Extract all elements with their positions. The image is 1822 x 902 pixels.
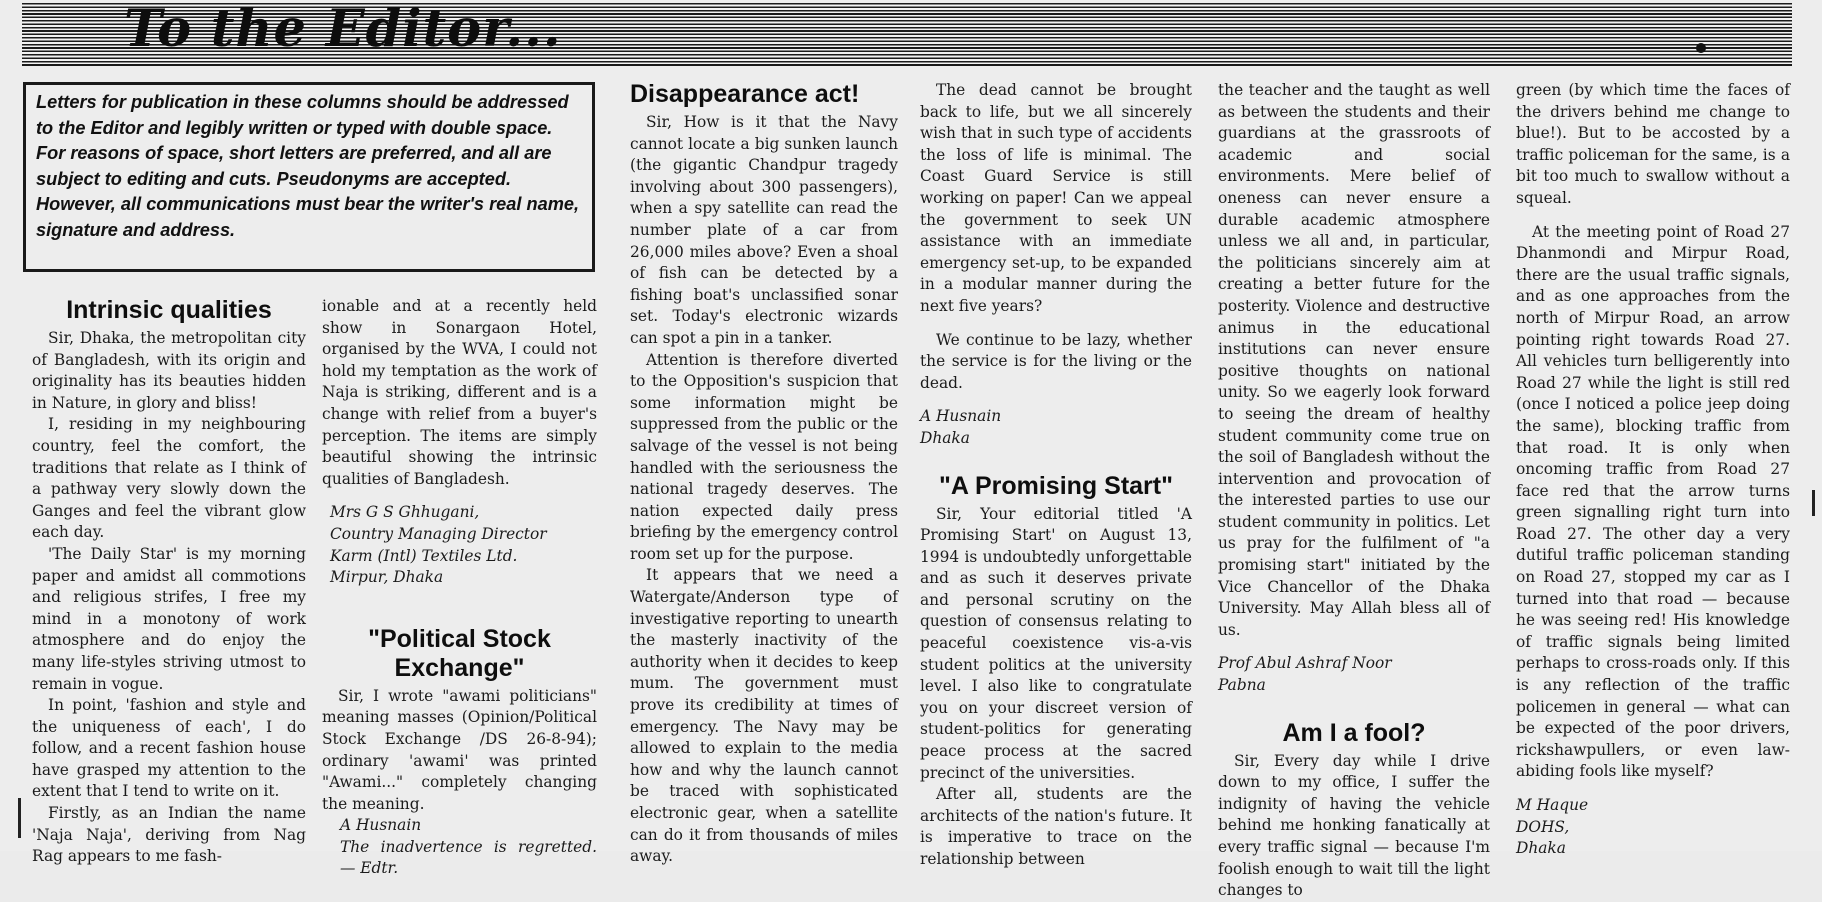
letter-title: Intrinsic qualities — [66, 296, 272, 324]
column-5 — [1218, 80, 1490, 900]
letter-paragraph: Sir, How is it that the Navy cannot locate a big sunken launch (the gigantic Chandpur tragedy involving about 300 passengers), when a spy satellite can read the number plate of a car from 26,000 miles above? Even a shoal of fish can be detected by a fishing boat's unclassified sonar set. Today's electronic wizards can spot a pin in a tanker. — [630, 113, 898, 347]
signature-line: Mirpur, Dhaka — [330, 568, 444, 587]
column-6 — [1516, 80, 1790, 858]
signature-line: Prof Abul Ashraf Noor — [1218, 654, 1392, 673]
signature-line: Country Managing Director — [330, 524, 547, 543]
letter-paragraph: 'The Daily Star' is my morning paper and amidst all commotions and religious strifes, I free my mind in a monotony of work atmosphere and do enjoy the many life-styles striving utmost to remain in vogue. — [32, 544, 306, 693]
letter-paragraph: Sir, Your editorial titled 'A Promising Start' on August 13, 1994 is undoubtedly unforgettable and as such it deserves private and personal scrutiny on the question of consensus relating to peaceful coexistence vis-a-vis student politics at the university level. I also like to congratulate you on your discreet version of student-politics for generating peace process at the sacred precinct of the universities. — [920, 504, 1192, 782]
signature-line: Dhaka — [920, 428, 970, 447]
column-4 — [920, 80, 1192, 868]
masthead-title: To the Editor... — [124, 0, 562, 59]
signature-line: M Haque — [1516, 796, 1589, 814]
letter-paragraph: ionable and at a recently held show in Sonargaon Hotel, organised by the WVA, I could not hold my temptation as the work of Naja is striking, different and is a change with relief from a buyer's perception. The items are simply beautiful showing the intrinsic qualities of Bangladesh. — [322, 297, 597, 488]
letter-paragraph: I, residing in my neighbouring country, feel the comfort, the traditions that relate as I think of a pathway very slowly down the Ganges and feel the vibrant glow each day. — [32, 415, 306, 542]
editor-reply: The inadvertence is regretted. — Edtr. — [340, 837, 597, 878]
signature-line: DOHS, — [1516, 817, 1570, 836]
letter-title: "A Promising Start" — [939, 471, 1173, 500]
letter-paragraph: the teacher and the taught as well as between the students and their guardians at the grassroots of academic and social environments. Mere belief of oneness can never ensure a durable academic atmosphere unless we all and, in particular, the politicians sincerely aim at creating a better future for the posterity. Violence and destructive animus in the educational institutions can never ensure positive thoughts on national unity. So we eagerly look forward to seeing the dream of healthy student community come true on the soil of Bangladesh without the intervention and provocation of the interested parties to use our student community in politics. Let us pray for the fulfilment of "a promising start" initiated by the Vice Chancellor of the Dhaka University. May Allah bless all of us. — [1218, 81, 1490, 639]
letter-paragraph: Sir, Every day while I drive down to my office, I suffer the indignity of having the vehicle behind me honking fanatically at every traffic signal — because I'm foolish enough to wait till the light changes to — [1218, 751, 1490, 900]
masthead-dot — [1696, 43, 1706, 53]
letter-paragraph: Firstly, as an Indian the name 'Naja Naja', deriving from Nag Rag appears to me fash- — [32, 804, 306, 866]
signature-line: Mrs G S Ghhugani, — [330, 503, 480, 522]
column-1 — [32, 296, 306, 866]
column-3 — [630, 80, 898, 866]
letter-paragraph: In point, 'fashion and style and the uniqueness of each', I do follow, and a recent fashion house have grasped my attention to the extent that I tend to write on it. — [32, 696, 306, 801]
letter-title: "Political Stock Exchange" — [368, 624, 551, 682]
signature-line: Karm (Intl) Textiles Ltd. — [330, 546, 518, 565]
letter-paragraph: After all, students are the architects of the nation's future. It is imperative to trace on the relationship between — [920, 785, 1192, 868]
signature-line: Dhaka — [1516, 839, 1566, 858]
margin-mark — [18, 798, 21, 838]
signature-line: A Husnain — [920, 407, 1002, 426]
letter-paragraph: Sir, Dhaka, the metropolitan city of Bangladesh, with its origin and originality has its beauties hidden in Nature, in glory and bliss! — [32, 329, 306, 412]
letter-paragraph: We continue to be lazy, whether the service is for the living or the dead. — [920, 330, 1192, 392]
letter-paragraph: At the meeting point of Road 27 Dhanmondi and Mirpur Road, there are the usual traffic signals, and as one approaches from the north of Mirpur Road, an arrow pointing right towards Road 27. All vehicles turn belligerently into Road 27 while the light is still red (once I noticed a police jeep doing the same), blocking traffic from that road. It is only when oncoming traffic from Road 27 face red that the arrow turns green signalling right turn into Road 27. The other day a very dutiful traffic policeman standing on Road 27, stopped my car as I turned into that road — because he was seeing red! His knowledge of traffic signals being limited perhaps to cross-roads only. If this is any reflection of the traffic policemen in general — what can be expected of the poor drivers, rickshawpullers, or even law-abiding fools like myself? — [1516, 222, 1790, 781]
margin-mark — [1812, 490, 1815, 516]
masthead-band — [22, 0, 1792, 66]
column-2 — [322, 296, 597, 878]
letter-paragraph: It appears that we need a Watergate/Anderson type of investigative reporting to unearth the masterly inactivity of the authority when it decides to keep mum. The government must prove its credibility at times of emergency. The Navy may be allowed to explain to the media how and why the launch cannot be traced with sophisticated electronic gear, when a satellite can do it from thousands of miles away. — [630, 566, 898, 866]
signature-line: Pabna — [1218, 676, 1266, 695]
letter-paragraph: green (by which time the faces of the drivers behind me change to blue!). But to be accosted by a traffic policeman for the same, is a bit too much to swallow without a squeal. — [1516, 81, 1790, 207]
letter-title: Disappearance act! — [630, 80, 860, 108]
letter-paragraph: Sir, I wrote "awami politicians" meaning masses (Opinion/Political Stock Exchange /DS 26-8-94); ordinary 'awami' was printed "Awami..." completely changing the meaning. — [322, 686, 597, 813]
letter-paragraph: The dead cannot be brought back to life, but we all sincerely wish that in such type of accidents the loss of life is minimal. The Coast Guard Service is still working on paper! Can we appeal the government to seek UN assistance with an immediate emergency set-up, to be expanded in a modular manner during the next five years? — [920, 81, 1192, 315]
letter-paragraph: Attention is therefore diverted to the Opposition's suspicion that some information might be suppressed from the public or the salvage of the vessel is not being handled with the seriousness the national tragedy deserves. The nation expected daily press briefing by the emergency control room set up for the purpose. — [630, 350, 898, 563]
editor-note-box: Letters for publication in these columns should be addressed to the Editor and legibly written or typed with double space. For reasons of space, short letters are preferred, and all are subject to editing and cuts. Pseudonyms are accepted. However, all communications must bear the writer's real name, signature and address. — [23, 82, 595, 272]
letter-title: Am I a fool? — [1282, 718, 1426, 747]
signature-line: A Husnain — [340, 816, 422, 835]
